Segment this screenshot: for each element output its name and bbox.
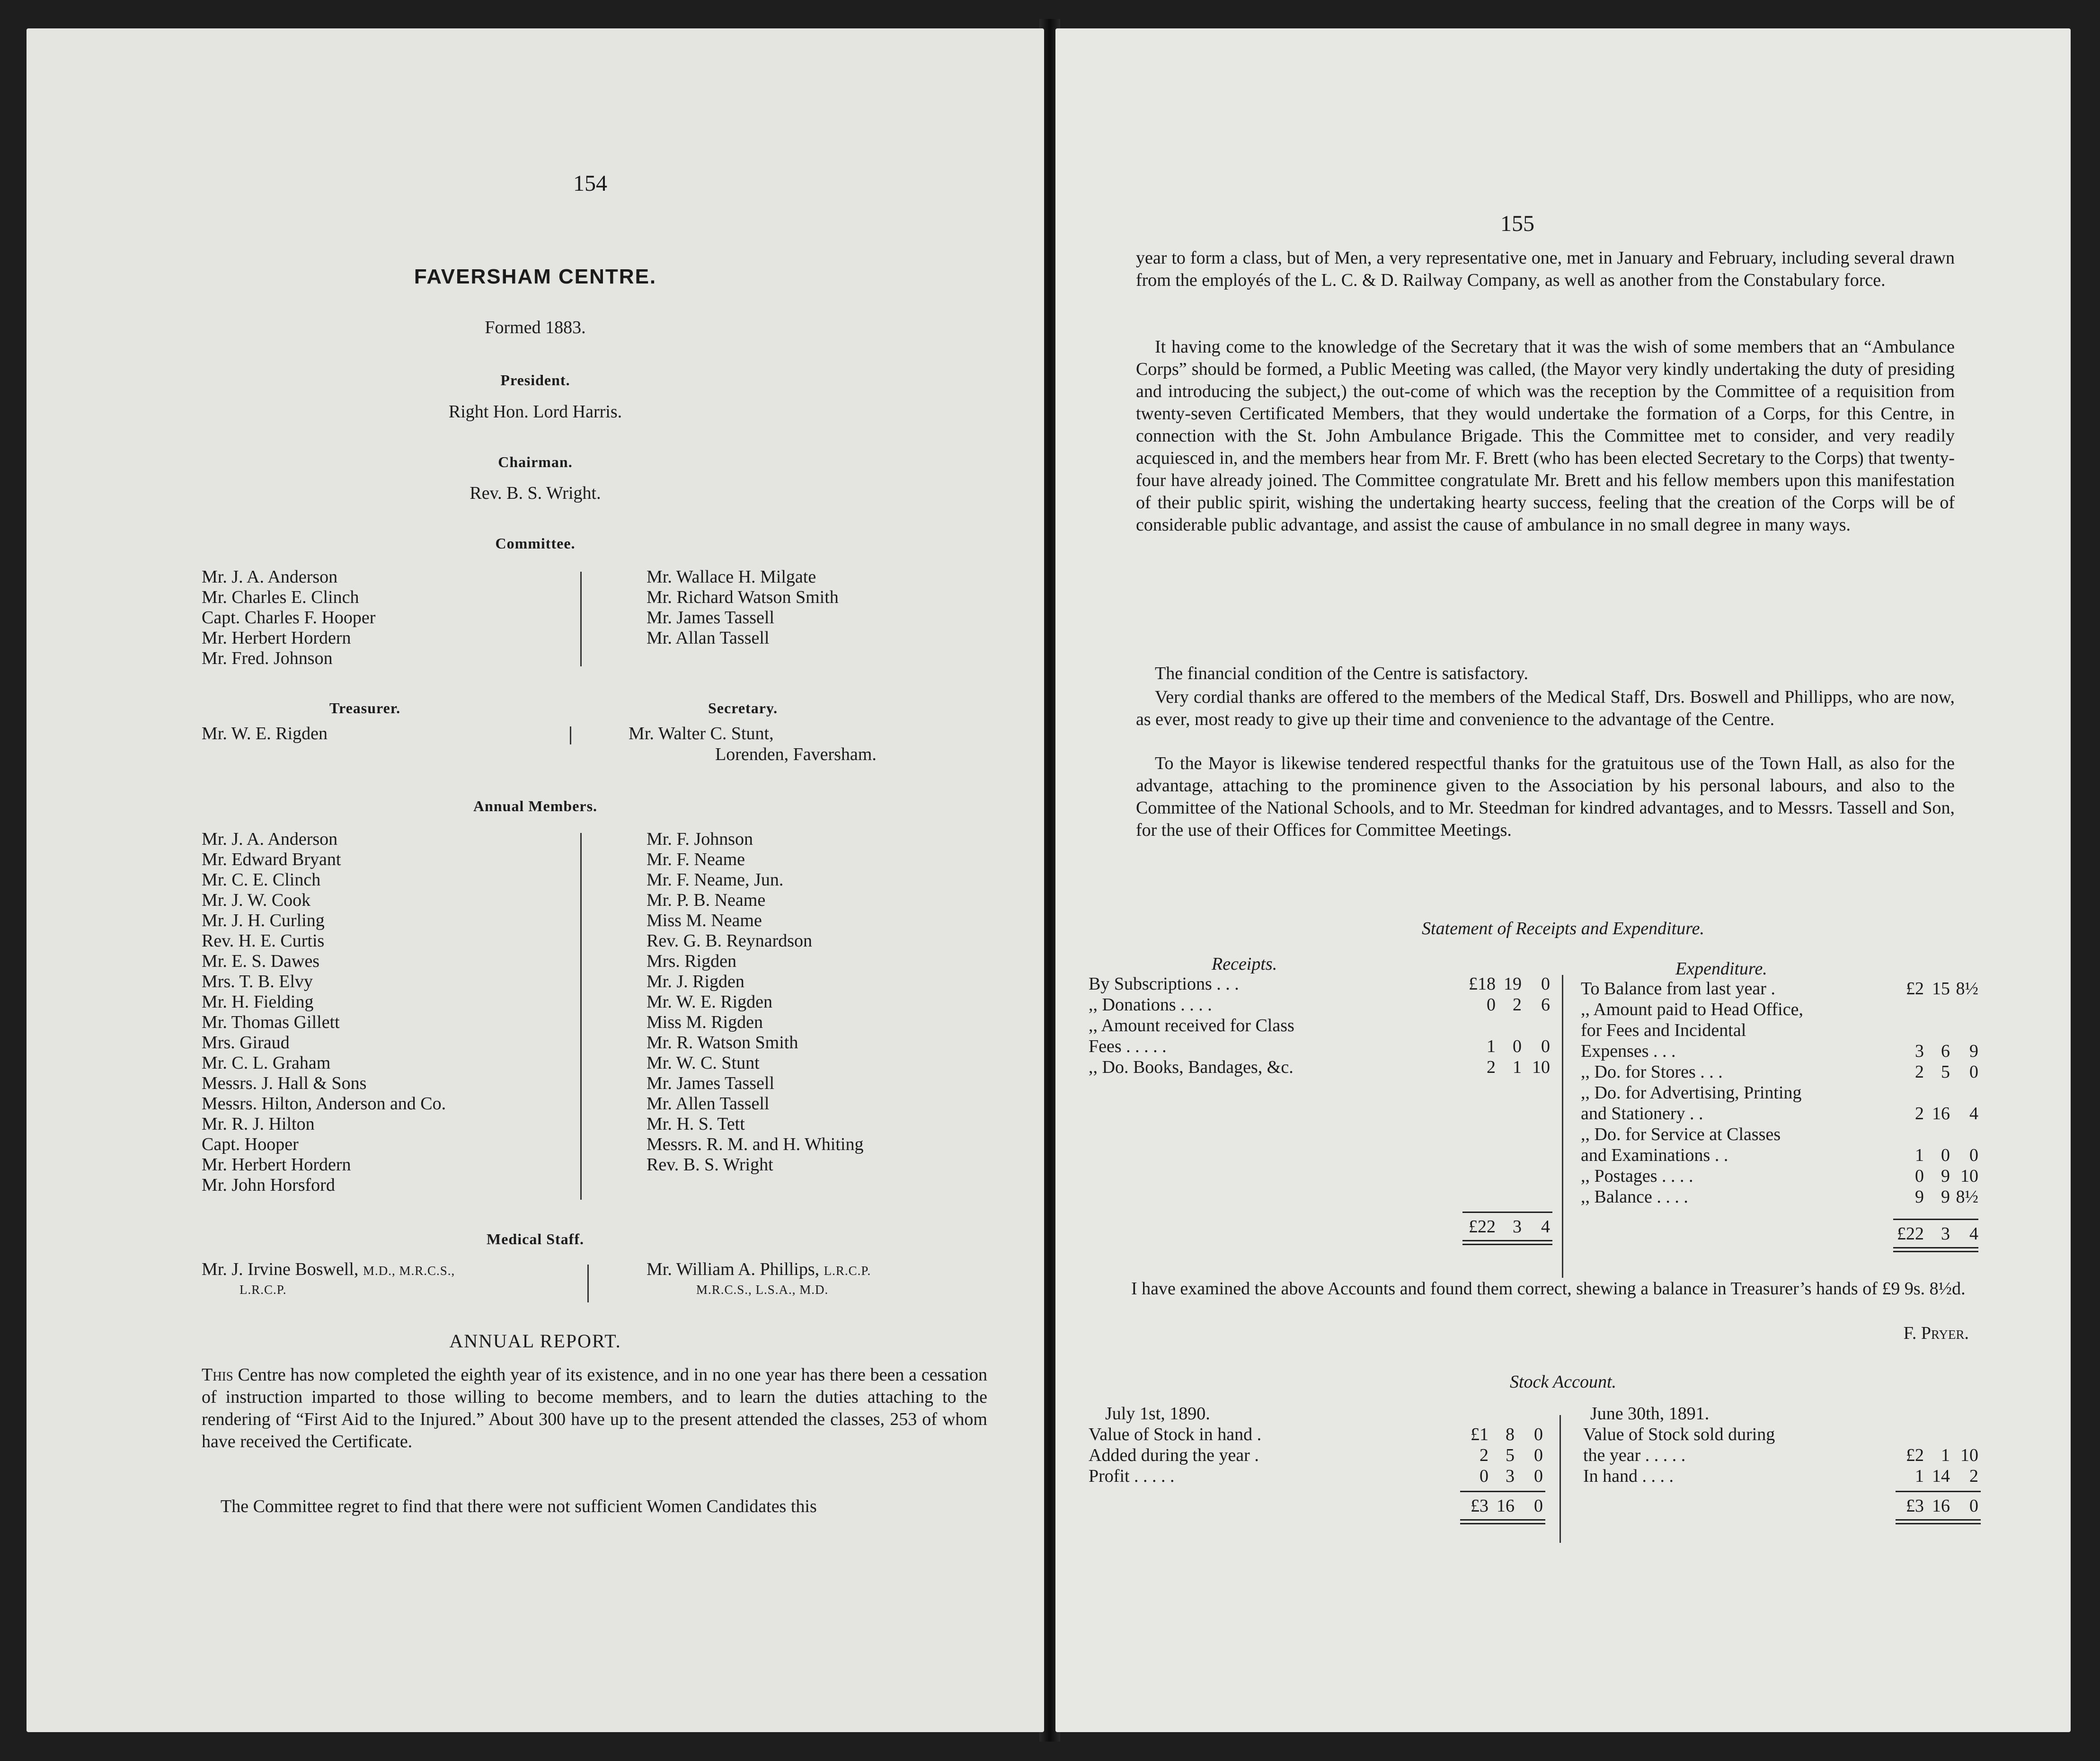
account-row-label: Value of Stock sold during (1583, 1425, 1775, 1444)
treasurer-name: Mr. W. E. Rigden (202, 724, 328, 743)
account-row-label: ,, Do. for Advertising, Printing (1581, 1083, 1802, 1103)
total-shillings: 3 (1513, 1217, 1522, 1237)
medical-qualifications: M.R.C.S., L.S.A., M.D. (696, 1283, 829, 1297)
medical-name: Mr. William A. Phillips, (647, 1259, 820, 1279)
amount-pence: 0 (1534, 1445, 1543, 1465)
page-number: 155 (1500, 211, 1534, 236)
audit-paragraph: I have examined the above Accounts and found them correct, shewing a balance in Treasurer’s hands of £9 9s. 8½d. (1131, 1279, 1966, 1299)
medical-staff-left (202, 1259, 455, 1280)
total-shillings: 16 (1932, 1496, 1950, 1516)
chairman-heading: Chairman. (498, 453, 573, 470)
list-item: Mr. F. Neame (647, 850, 745, 869)
receipts-section (1089, 954, 1557, 1275)
members-list-left (202, 829, 446, 1195)
amount-shillings: 8 (1506, 1425, 1515, 1444)
stock-date: June 30th, 1891. (1590, 1404, 1710, 1424)
list-item: Mr. Charles E. Clinch (202, 587, 359, 607)
amount-pence: 2 (1969, 1466, 1978, 1486)
account-row-label: Profit . . . . . (1089, 1466, 1175, 1486)
amount-pounds: 1 (1915, 1466, 1924, 1486)
list-item: Mr. E. S. Dawes (202, 951, 320, 971)
total-rule (1460, 1523, 1545, 1524)
stock-left-section (1089, 1403, 1557, 1545)
list-item: Mr. Herbert Hordern (202, 1155, 351, 1175)
expenditure-heading: Expenditure. (1675, 959, 1767, 979)
paragraph-text: Centre has now completed the eighth year of its existence, and in no one year has there been a cessation of instruction imparted to those willing to become members, and to learn the duties attaching to the rendering of “First Aid to the Injured.” About 300 have up to the present attended the classes, 253 of whom have received the Certificate. (202, 1365, 987, 1451)
account-divider (1559, 1415, 1561, 1543)
amount-pounds: £1 (1471, 1425, 1489, 1444)
total-rule (1460, 1491, 1545, 1492)
medical-name: Mr. J. Irvine Boswell, (202, 1259, 359, 1279)
body-paragraph: The financial condition of the Centre is satisfactory. (1155, 664, 1528, 683)
amount-pence: 10 (1532, 1057, 1550, 1077)
account-row-label: Fees . . . . . (1089, 1036, 1167, 1056)
list-item: Mr. W. E. Rigden (647, 992, 773, 1012)
drop-word: This (202, 1365, 233, 1385)
account-row-label: ,, Amount received for Class (1089, 1016, 1294, 1035)
list-item: Mr. J. Rigden (647, 972, 744, 991)
account-row-label: and Stationery . . (1581, 1104, 1703, 1124)
report-heading: ANNUAL REPORT. (449, 1330, 621, 1352)
medical-qualifications: L.R.C.P. (239, 1283, 287, 1297)
account-row-label: ,, Do. for Stores . . . (1581, 1062, 1723, 1082)
list-item: Miss M. Neame (647, 911, 762, 930)
list-item: Rev. G. B. Reynardson (647, 931, 813, 951)
amount-pounds: 1 (1487, 1036, 1496, 1056)
list-item: Mr. James Tassell (647, 1073, 775, 1093)
treasurer-heading: Treasurer. (329, 699, 401, 717)
committee-list-left (202, 567, 375, 669)
list-item: Mrs. Rigden (647, 951, 736, 971)
amount-shillings: 2 (1513, 995, 1522, 1015)
amount-pence: 0 (1969, 1062, 1978, 1082)
list-item: Mr. Allan Tassell (647, 628, 770, 648)
medical-qualifications: L.R.C.P. (824, 1264, 871, 1278)
amount-shillings: 1 (1513, 1057, 1522, 1077)
column-divider (580, 833, 582, 1200)
total-pounds: £3 (1471, 1496, 1489, 1516)
account-row-label: In hand . . . . (1583, 1466, 1674, 1486)
secretary-address: Lorenden, Faversham. (715, 744, 877, 764)
account-row-label: for Fees and Incidental (1581, 1020, 1746, 1040)
total-rule (1462, 1212, 1552, 1213)
list-item: Mr. Fred. Johnson (202, 648, 333, 668)
account-divider (1562, 975, 1563, 1278)
list-item: Mrs. Giraud (202, 1033, 290, 1053)
secretary-name: Mr. Walter C. Stunt, (629, 724, 774, 743)
amount-shillings: 5 (1941, 1062, 1950, 1082)
account-row-label: ,, Do. for Service at Classes (1581, 1124, 1781, 1144)
list-item: Mr. Richard Watson Smith (647, 587, 839, 607)
members-list-right (647, 829, 863, 1175)
medical-heading: Medical Staff. (487, 1230, 584, 1248)
total-rule (1462, 1240, 1552, 1241)
amount-pounds: 9 (1915, 1187, 1924, 1207)
list-item: Mr. James Tassell (647, 608, 775, 628)
amount-pence: 4 (1969, 1104, 1978, 1124)
chairman-name: Rev. B. S. Wright. (470, 483, 601, 503)
amount-pounds: £2 (1906, 1445, 1924, 1465)
account-row-label: ,, Do. Books, Bandages, &c. (1089, 1057, 1294, 1077)
list-item: Mr. Wallace H. Milgate (647, 567, 816, 587)
list-item: Mrs. T. B. Elvy (202, 972, 313, 991)
column-divider (570, 726, 571, 744)
amount-shillings: 16 (1932, 1104, 1950, 1124)
left-page (27, 28, 1044, 1732)
body-paragraph: Very cordial thanks are offered to the members of the Medical Staff, Drs. Boswell and Phillipps, who are now, as ever, most ready to give up their time and convenience to the advantage of the Centre. (1136, 687, 1955, 729)
total-rule (1893, 1247, 1978, 1248)
amount-pounds: £18 (1469, 974, 1496, 994)
list-item: Mr. C. E. Clinch (202, 870, 321, 890)
amount-pounds: 2 (1915, 1062, 1924, 1082)
list-item: Mr. F. Neame, Jun. (647, 870, 784, 890)
total-rule (1896, 1491, 1981, 1492)
account-row-label: ,, Donations . . . . (1089, 995, 1212, 1015)
list-item: Mr. J. A. Anderson (202, 829, 338, 849)
account-row-label: and Examinations . . (1581, 1145, 1728, 1165)
amount-pence: 9 (1969, 1041, 1978, 1061)
total-pence: 0 (1534, 1496, 1543, 1516)
list-item: Messrs. J. Hall & Sons (202, 1073, 367, 1093)
list-item: Mr. Edward Bryant (202, 850, 341, 869)
total-pounds: £22 (1469, 1217, 1496, 1237)
total-shillings: 16 (1497, 1496, 1515, 1516)
list-item: Mr. Thomas Gillett (202, 1012, 340, 1032)
list-item: Mr. J. W. Cook (202, 890, 311, 910)
list-item: Capt. Charles F. Hooper (202, 608, 376, 628)
amount-pence: 6 (1541, 995, 1550, 1015)
amount-pence: 10 (1960, 1445, 1978, 1465)
account-row-label: To Balance from last year . (1581, 979, 1775, 999)
amount-shillings: 15 (1932, 979, 1950, 999)
amount-pounds: 0 (1480, 1466, 1489, 1486)
list-item: Messrs. Hilton, Anderson and Co. (202, 1094, 446, 1114)
list-item: Mr. J. H. Curling (202, 911, 325, 930)
receipts-heading: Receipts. (1212, 954, 1277, 974)
right-page (1055, 28, 2071, 1732)
list-item: Mr. W. C. Stunt (647, 1053, 760, 1073)
amount-pence: 0 (1541, 974, 1550, 994)
amount-pence: 0 (1541, 1036, 1550, 1056)
amount-pence: 8½ (1956, 1187, 1978, 1207)
amount-shillings: 3 (1506, 1466, 1515, 1486)
body-paragraph: year to form a class, but of Men, a very representative one, met in January and February, including several drawn from the employés of the L. C. & D. Railway Company, as well as another from the Constabulary force. (1136, 248, 1955, 290)
total-rule (1896, 1519, 1981, 1521)
total-rule (1893, 1251, 1978, 1252)
amount-shillings: 0 (1513, 1036, 1522, 1056)
committee-heading: Committee. (495, 535, 576, 552)
amount-shillings: 6 (1941, 1041, 1950, 1061)
president-name: Right Hon. Lord Harris. (448, 402, 622, 422)
stock-heading: Stock Account. (1509, 1372, 1617, 1392)
list-item: Mr. John Horsford (202, 1175, 335, 1195)
expenditure-section (1581, 954, 1983, 1275)
total-shillings: 3 (1941, 1224, 1950, 1244)
account-row-label: ,, Balance . . . . (1581, 1187, 1688, 1207)
stock-date: July 1st, 1890. (1105, 1404, 1210, 1424)
list-item: Rev. H. E. Curtis (202, 931, 325, 951)
account-row-label: Value of Stock in hand . (1089, 1425, 1262, 1444)
amount-shillings: 9 (1941, 1166, 1950, 1186)
account-row-label: the year . . . . . (1583, 1445, 1686, 1465)
members-heading: Annual Members. (473, 797, 598, 814)
list-item: Mr. F. Johnson (647, 829, 753, 849)
amount-pounds: 2 (1480, 1445, 1489, 1465)
list-item: Mr. Allen Tassell (647, 1094, 770, 1114)
total-pence: 4 (1541, 1217, 1550, 1237)
president-heading: President. (500, 372, 570, 389)
amount-pounds: 2 (1487, 1057, 1496, 1077)
amount-pounds: 2 (1915, 1104, 1924, 1124)
amount-pounds: £2 (1906, 979, 1924, 999)
centre-title: FAVERSHAM CENTRE. (414, 265, 657, 288)
column-divider (580, 572, 582, 666)
column-divider (587, 1265, 589, 1302)
statement-heading: Statement of Receipts and Expenditure. (1422, 919, 1704, 938)
total-rule (1893, 1219, 1978, 1220)
amount-pence: 8½ (1956, 979, 1978, 999)
amount-pounds: 1 (1915, 1145, 1924, 1165)
amount-shillings: 9 (1941, 1187, 1950, 1207)
amount-pounds: 0 (1915, 1166, 1924, 1186)
audit-signature: F. Pryer. (1903, 1323, 1969, 1343)
medical-qualifications: M.D., M.R.C.S., (363, 1264, 455, 1278)
amount-shillings: 14 (1932, 1466, 1950, 1486)
account-row-label: Added during the year . (1089, 1445, 1259, 1465)
list-item: Mr. J. A. Anderson (202, 567, 338, 587)
total-pounds: £3 (1906, 1496, 1924, 1516)
account-row-label: By Subscriptions . . . (1089, 974, 1239, 994)
list-item: Mr. C. L. Graham (202, 1053, 331, 1073)
amount-shillings: 19 (1504, 974, 1522, 994)
account-row-label: Expenses . . . (1581, 1041, 1676, 1061)
amount-pence: 10 (1960, 1166, 1978, 1186)
list-item: Miss M. Rigden (647, 1012, 763, 1032)
body-paragraph: It having come to the knowledge of the Secretary that it was the wish of some members that an “Ambulance Corps” should be formed, a Public Meeting was called, (the Mayor very kindly undertaking the duty of presiding and introducing the subject,) the out-come of which was the reception by the Committee of a requisition from twenty-seven Certificated Members, that they would undertake the formation of a Corps, for this Centre, in connection with the St. John Ambulance Brigade. This the Committee met to consider, and very readily acquiesced in, and the members hear from Mr. F. Brett (who has been elected Secretary to the Corps) that twenty-four have already joined. The Committee congratulate Mr. Brett and his fellow members upon this manifestation of their public spirit, wishing the undertaking hearty success, feeling that the creation of the Corps will be of considerable public advantage, and assist the cause of ambulance in no small degree in many ways. (1136, 337, 1955, 535)
list-item: Capt. Hooper (202, 1134, 299, 1154)
list-item: Mr. R. Watson Smith (647, 1033, 798, 1053)
medical-staff-right (647, 1259, 871, 1280)
secretary-heading: Secretary. (708, 699, 778, 717)
body-paragraph: To the Mayor is likewise tendered respectful thanks for the gratuitous use of the Town Hall, as also for the advantage, attaching to the prominence given to the Association by his personal labours, and also to the Committee of the National Schools, and to Mr. Steedman for kindred advantages, and to Messrs. Tassell and Son, for the use of their Offices for Committee Meetings. (1136, 753, 1955, 840)
amount-pence: 0 (1969, 1145, 1978, 1165)
list-item: Rev. B. S. Wright (647, 1155, 773, 1175)
total-rule (1462, 1244, 1552, 1245)
account-row-label: ,, Amount paid to Head Office, (1581, 1000, 1803, 1019)
amount-shillings: 1 (1941, 1445, 1950, 1465)
list-item: Mr. P. B. Neame (647, 890, 766, 910)
formed-date: Formed 1883. (485, 318, 586, 337)
amount-shillings: 5 (1506, 1445, 1515, 1465)
total-pence: 0 (1969, 1496, 1978, 1516)
amount-pounds: 0 (1487, 995, 1496, 1015)
list-item: Messrs. R. M. and H. Whiting (647, 1134, 864, 1154)
report-paragraph: The Committee regret to find that there were not sufficient Women Candidates this (221, 1496, 817, 1516)
total-rule (1896, 1523, 1981, 1524)
stock-right-section (1583, 1403, 1990, 1545)
amount-pence: 0 (1534, 1466, 1543, 1486)
total-pounds: £22 (1897, 1224, 1924, 1244)
amount-shillings: 0 (1941, 1145, 1950, 1165)
total-rule (1460, 1519, 1545, 1521)
account-row-label: ,, Postages . . . . (1581, 1166, 1693, 1186)
total-pence: 4 (1969, 1224, 1978, 1244)
amount-pence: 0 (1534, 1425, 1543, 1444)
committee-list-right (647, 567, 839, 648)
list-item: Mr. H. S. Tett (647, 1114, 745, 1134)
report-paragraph (202, 1364, 987, 1453)
page-number: 154 (573, 171, 607, 196)
list-item: Mr. H. Fielding (202, 992, 314, 1012)
list-item: Mr. Herbert Hordern (202, 628, 351, 648)
amount-pounds: 3 (1915, 1041, 1924, 1061)
list-item: Mr. R. J. Hilton (202, 1114, 315, 1134)
